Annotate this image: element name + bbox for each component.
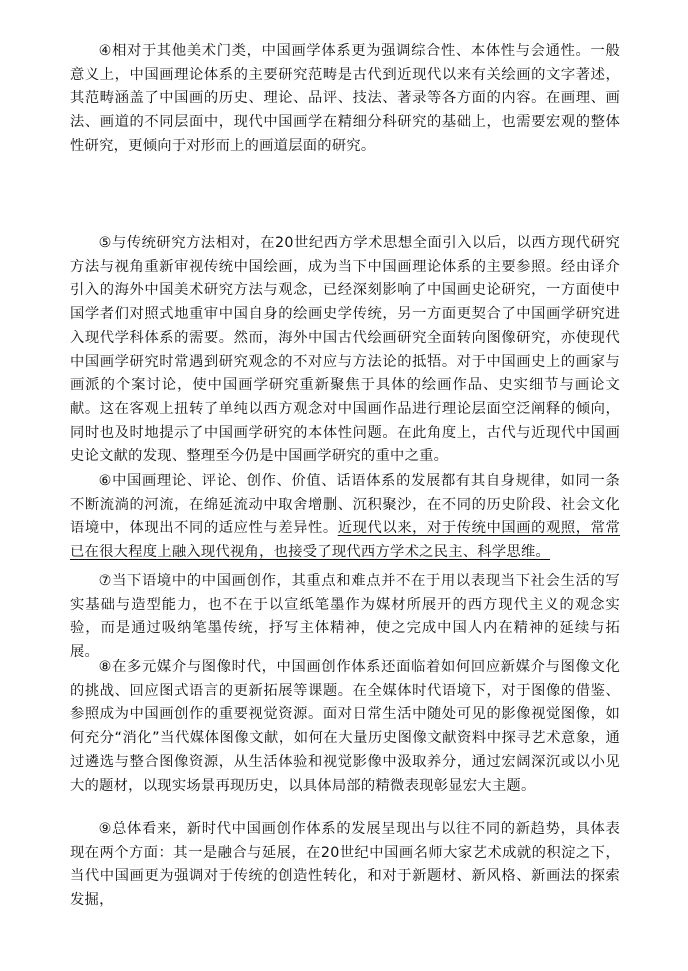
paragraph-5: ⑤与传统研究方法相对，在20世纪西方学术思想全面引入以后，以西方现代研究方法与视角重新审视传统中国绘画，成为当下中国画理论体系的主要参照。经由译介引入的海外中国美术研究方法与观念，已经深刻影响了中国画史论研究，一方面使中国学者们对照式地重审中国自身的绘画史学传统，另一方面更契合了中国画学研究进入现代学科体系的需要。然而，海外中国古代绘画研究全面转向图像研究，亦使现代中国画学研究时常遇到研究观念的不对应与方法论的抵牾。对于中国画史上的画家与画派的个案讨论，使中国画学研究重新聚焦于具体的绘画作品、史实细节与画论文献。这在客观上扭转了单纯以西方观念对中国画作品进行理论层面空泛阐释的倾向，同时也及时地提示了中国画学研究的本体性问题。在此角度上，古代与近现代中国画史论文献的发现、整理至今仍是中国画学研究的重中之重。	[70, 235, 620, 465]
paragraph-6	[70, 470, 620, 565]
paragraph-4: ④相对于其他美术门类，中国画学体系更为强调综合性、本体性与会通性。一般意义上，中国画理论体系的主要研究范畴是古代到近现代以来有关绘画的文字著述，其范畴涵盖了中国画的历史、理论、品评、技法、著录等各方面的内容。在画理、画法、画道的不同层面中，现代中国画学在精细分科研究的基础上，也需要宏观的整体性研究，更倾向于对形而上的画道层面的研究。	[70, 43, 620, 154]
paragraph-6-underlined-sentence: 近现代以来，对于传统中国画的观照，常常已在很大程度上融入现代视角，也接受了现代西方学术之民主、科学思维。	[70, 520, 621, 561]
paragraph-9: ⑨总体看来，新时代中国画创作体系的发展呈现出与以往不同的新趋势，具体表现在两个方面：其一是融合与延展，在20世纪中国画名师大家艺术成就的积淀之下，当代中国画更为强调对于传统的创造性转化，和对于新题材、新风格、新画法的探索发掘，	[70, 821, 620, 909]
paragraph-7: ⑦当下语境中的中国画创作，其重点和难点并不在于用以表现当下社会生活的写实基础与造型能力，也不在于以宣纸笔墨作为媒材所展开的西方现代主义的观念实验，而是通过吸纳笔墨传统，抒写主体精神，使之完成中国人内在精神的延续与拓展。	[70, 573, 620, 661]
paragraph-8: ⑧在多元媒介与图像时代，中国画创作体系还面临着如何回应新媒介与图像文化的挑战、回应图式语言的更新拓展等课题。在全媒体时代语境下，对于图像的借鉴、参照成为中国画创作的重要视觉资源。面对日常生活中随处可见的影像视觉图像，如何充分“消化”当代媒体图像文献，如何在大量历史图像文献资料中探寻艺术意象，通过遴选与整合图像资源，从生活体验和视觉影像中汲取养分，通过宏阔深沉或以小见大的题材，以现实场景再现历史，以具体局部的精微表现彰显宏大主题。	[70, 659, 620, 794]
paragraph-6-text: ⑥中国画理论、评论、创作、价值、话语体系的发展都有其自身规律，如同一条不断流淌的河流，在绵延流动中取舍增删、沉积聚沙，在不同的历史阶段、社会文化语境中，体现出不同的适应性与差异性。	[70, 473, 620, 537]
